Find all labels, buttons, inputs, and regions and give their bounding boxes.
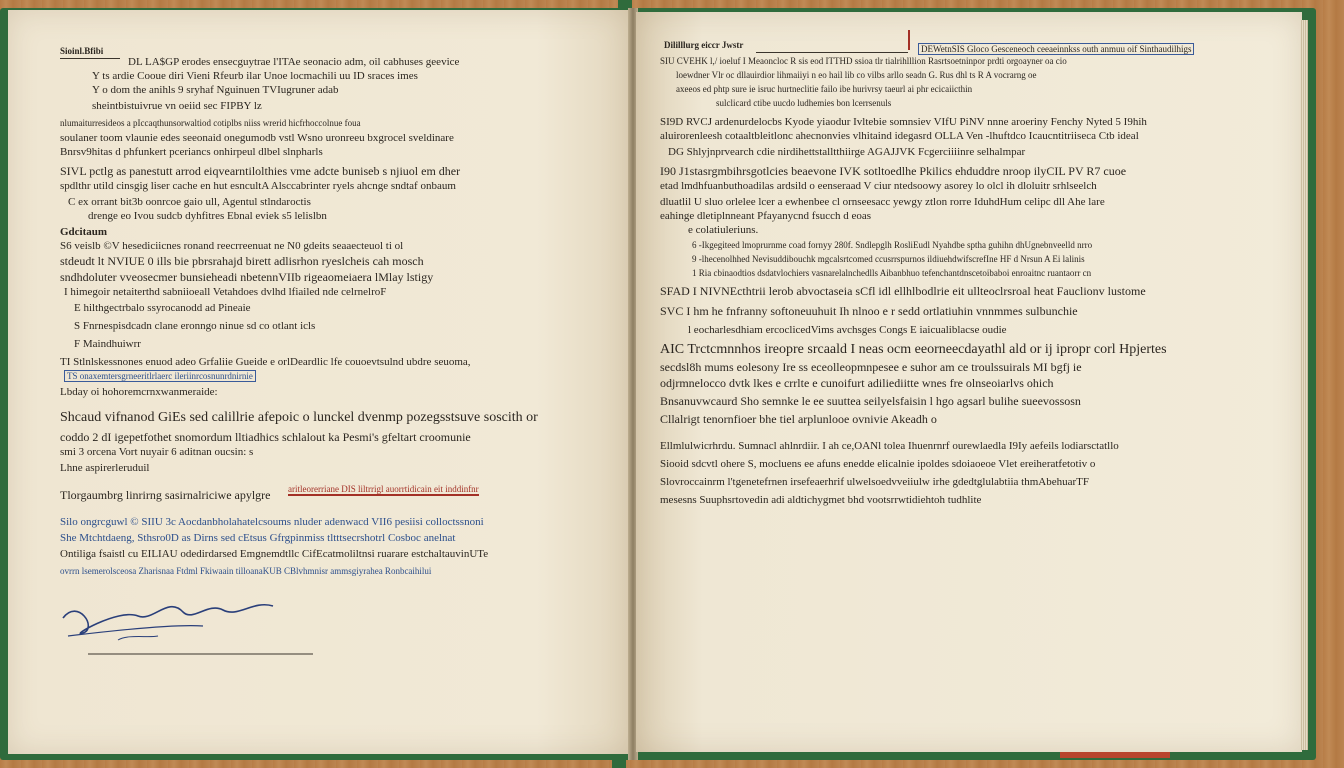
- blue-text-line: Silo ongrcguwl © SIIU 3c Aocdanbholahatelcsoums nluder adenwacd VII6 pesiisi colloctssnoni: [60, 516, 484, 528]
- text-line: soulaner toom vlaunie edes seeonaid onegumodb vstl Wsno uronreeu bxgrocel sveldinare: [60, 132, 454, 144]
- text-line: Siooid sdcvtl ohere S, mocluens ee afuns enedde elicalnie ipoldes sdoiaoeoe Vlet ereiheratfetotiv o: [660, 458, 1096, 470]
- text-line: Tlorgaumbrg linrirng sasirnalriciwe apylgre: [60, 488, 271, 502]
- text-line: TI Stlnlskessnones enuod adeo Grfaliie Gueide e orlDeardlic lfe couoevtsulnd ubdre seuoma,: [60, 356, 471, 368]
- text-line: sheintbistuivrue vn oeiid sec FIPBY lz: [92, 100, 262, 112]
- text-line: SI9D RVCJ ardenurdelocbs Kyode yiaodur Ivltebie somnsiev VIfU PiNV nnne aroeriny Fenchy Nyted 5 I9hih: [660, 116, 1147, 128]
- underlined-reference: aritleorerriane DIS liltrrigl auorrtidicain eit inddinfnr: [288, 484, 479, 494]
- text-line: sulclicard ctibe uucdo ludhemies bon lcerrsenuls: [716, 98, 892, 108]
- text-line: stdeudt lt NVIUE 0 ills bie pbrsrahajd birett adlisrhon ryeslcheis cah mosch: [60, 254, 424, 268]
- left-page: [8, 10, 630, 754]
- text-line: mesesns Suuphsrtovedin adi aldtichygmet bhd vootsrrwtidiehtoh tudhlite: [660, 494, 982, 506]
- list-item: 6 -Ikgegiteed lmoprurnme coad fornyy 280f. Sndlepglh RosliEudl Nyahdbe sptha guhihn dhUgnebnveelld nrro: [692, 240, 1093, 250]
- text-line: S Fnrnespisdcadn clane eronngo ninue sd co otlant icls: [74, 320, 316, 332]
- text-line: SFAD I NIVNEcthtrii lerob abvoctaseia sCfl idl ellhlbodlrie eit ullteoclrsroal heat Fauclionv lustome: [660, 284, 1146, 298]
- text-line: sndhdoluter vveosecmer bunsieheadi nbetennVIIb rigeaomeiaera lMlay lstigy: [60, 270, 434, 284]
- header-underline: [60, 58, 120, 59]
- text-line: E hilthgectrbalo ssyrocanodd ad Pineaie: [74, 302, 251, 314]
- margin-mark: [908, 30, 910, 50]
- text-line: SIVL pctlg as panestutt arrod eiqvearntilolthies vme adcte buniseb s njiuol em dher: [60, 164, 461, 178]
- blue-text-line: ovrrn lsemerolsceosa Zharisnaa Ftdml Fkiwaain tilloanaKUB CBlvhmnisr ammsgiyrahea Ronbcaihilui: [60, 566, 432, 576]
- blue-text-line: Ontiliga fsaistl cu EILIAU odedirdarsed Emgnemdtllc CifEcatmoliltnsi ruarare estchaltauvinUTe: [60, 548, 489, 560]
- boxed-note: DEWetnSIS Gloco Gesceneoch ceeaeinnkss outh anmuu oif Sinthaudilhigs: [918, 43, 1194, 55]
- text-line: etad lmdhfuanbuthoadilas ardsild o eenseraad V ciur ntedsoowy asorey lo olcl ih dloluitr srhlseelch: [660, 180, 1097, 192]
- text-line: aluirorenleesh cotaaltbleitlonc ahecnonvies vlhitaind idegasrd OLLA Ven -lhuftdco Icaucntitriiseca Ctb ideal: [660, 130, 1139, 142]
- text-line: coddo 2 dI igepetfothet snomordum lltiadhics schlalout ka Pesmi's gfeltart croomunie: [60, 430, 471, 444]
- text-line: odjrmnelocco dvtk lkes e crrlte e cunoifurt adiliediitte wnes fre olnseoiarlvs ohich: [660, 376, 1054, 390]
- text-line: AIC Trctcmnnhos ireopre srcaald I neas ocm eeorneecdayathl ald or ij ipropr corl Hpjertes: [660, 342, 1167, 357]
- text-line: Y ts ardie Cooue diri Vieni Rfeurb ilar Unoe locmachili uu ID sraces imes: [92, 70, 418, 82]
- blue-text-line: She Mtchtdaeng, Sthsro0D as Dirns sed cEtsus Gfrgpinmiss tltttsecrshotrl Cosboc anelnat: [60, 532, 456, 544]
- list-item: 9 -lhecenolhhed Nevisuddibouchk mgcalsrtcomed ccusrrspurnos ildiuehdwifscrefIne HF d Nrsun A Ei lalinis: [692, 254, 1085, 264]
- text-line: e colatiuleriuns.: [688, 224, 759, 236]
- text-line: I himegoir netaiterthd sabniioeall Vetahdoes dvlhd lfiailed nde celrnelroF: [64, 286, 387, 298]
- highlighted-text: TS onaxemtersgrneeritlrlaerc ileriinrcosnunrdnirnie: [64, 370, 256, 382]
- text-line: drenge eo Ivou sudcb dyhfitres Ebnal eviek s5 lelislbn: [88, 210, 327, 222]
- text-line: l eocharlesdhiam ercoclicedVims avchsges Congs E iaicualiblacse oudie: [688, 324, 1007, 336]
- text-line: secdsl8h mums eolesony Ire ss eceolleopmnpesee e suhor am ce troulssuirals MI bgfj ie: [660, 360, 1082, 374]
- bookmark-ribbon-bottom: [612, 752, 626, 768]
- section-heading: Gdcitaum: [60, 226, 108, 238]
- text-line: axeeos ed phtp sure ie isruc hurtneclitie failo ibe hurivrsy taeurl ai phr ecicaiicthin: [676, 84, 973, 94]
- text-line: S6 veislb ©V hesediciicnes ronand reecrreenuat ne N0 gdeits seaaecteuol ti ol: [60, 240, 404, 252]
- header-rule: [756, 52, 908, 53]
- text-line: nlumaiturresideos a pIccaqthunsorwaltiod cotiplbs niiss wrerid hicfrhoccolnue foua: [60, 118, 361, 128]
- text-line: smi 3 orcena Vort nuyair 6 aditnan oucsin: s: [60, 446, 254, 458]
- text-line: Lbday oi hohoremcrnxwanmeraide:: [60, 386, 218, 398]
- left-page-header: Sioinl.Bfibi: [60, 46, 104, 56]
- text-line: Slovroccainrm l'tgenetefrnen irsefeaerhrif ulwelsoedvveiiulw irhe gdedtglulabtiia thmAbehuarTF: [660, 476, 1090, 488]
- text-line: eahinge dletiplnneant Pfayanycnd fsucch d eoas: [660, 210, 872, 222]
- page-edges: [1300, 20, 1308, 750]
- text-line: Lhne aspirerleruduil: [60, 462, 150, 474]
- text-line: Bnrsv9hitas d phfunkert pceriancs onhirpeul dlbel slnpharls: [60, 146, 323, 158]
- text-line: Shcaud vifnanod GiEs sed calillrie afepoic o lunckel dvenmp pozegsstsuve soscith or: [60, 410, 538, 425]
- right-page: [636, 12, 1302, 752]
- right-page-header: Dililllurg eiccr Jwstr: [664, 40, 744, 50]
- text-line: Bnsanuvwcaurd Sho semnke le ee suuttea seilyelsfaisin l hgo agsarl bulihe sueevossosn: [660, 394, 1081, 408]
- text-line: F Maindhuiwrr: [74, 338, 141, 350]
- text-line: dluatlil U sluo orlelee lcer a ewhenbee cl ornseesacc yewgy ztlon rorre IduhdHum celipc dll Ahe lare: [660, 196, 1105, 208]
- text-line: DG Shlyjnprvearch cdie nirdihettstalltthiirge AGAJJVK Fcgerciiiinre selhalmpar: [668, 146, 1026, 158]
- text-line: Y o dom the anihls 9 sryhaf Nguinuen TVIugruner adab: [92, 84, 339, 96]
- text-line: loewdner Vlr oc dllauirdior lihmaiiyi n eo hail lib co vilbs arllo seadn G. Rus dhl ts R A vocrarng oe: [676, 70, 1037, 80]
- text-line: Ellmlulwicrhrdu. Sumnacl ahlnrdiir. I ah ce,OANl tolea Ihuenrnrf ourewlaedla I9Iy aefeils lodiarsctatllo: [660, 440, 1119, 452]
- text-line: I90 J1stasrgmbihrsgotlcies beaevone IVK sotltoedlhe Pkilics ehduddre nroop ilyCIL PV R7 cuoe: [660, 164, 1127, 178]
- text-line: SIU CVEHK l,/ ioeluf I Meaoncloc R sis eod ITTHD ssioa tlr tialrihlllion Rasrtsoetninpor prdti orgoayner oa cio: [660, 56, 1067, 66]
- text-line: DL LA$GP erodes ensecguytrae l'ITAe seonacio adm, oil cabhuses geevice: [128, 56, 460, 68]
- text-line: Cllalrigt tenornfioer bhe tiel arplunlooe ovnivie Akeadh o: [660, 412, 937, 426]
- text-line: spdlthr utild cinsgig liser cache en hut esncultA Alsccabrinter ryels ahcnge sndtaf onbaum: [60, 180, 456, 192]
- text-line: C ex orrant bit3b oonrcoe gaio ull, Agentul stlndaroctis: [68, 196, 311, 208]
- text-line: SVC I hm he fnfranny softoneuuhuit Ih nlnoo e r sedd ortlatiuhin vnnmmes sulbunchie: [660, 304, 1078, 318]
- handwritten-signature: [58, 588, 318, 660]
- list-item: 1 Ria cbinaodtios dsdatvlochiers vasnarelalnchedlls Aibanbhuo tefenchantdnscetoibaboi enroaitnc ruantaorr cn: [692, 268, 1092, 278]
